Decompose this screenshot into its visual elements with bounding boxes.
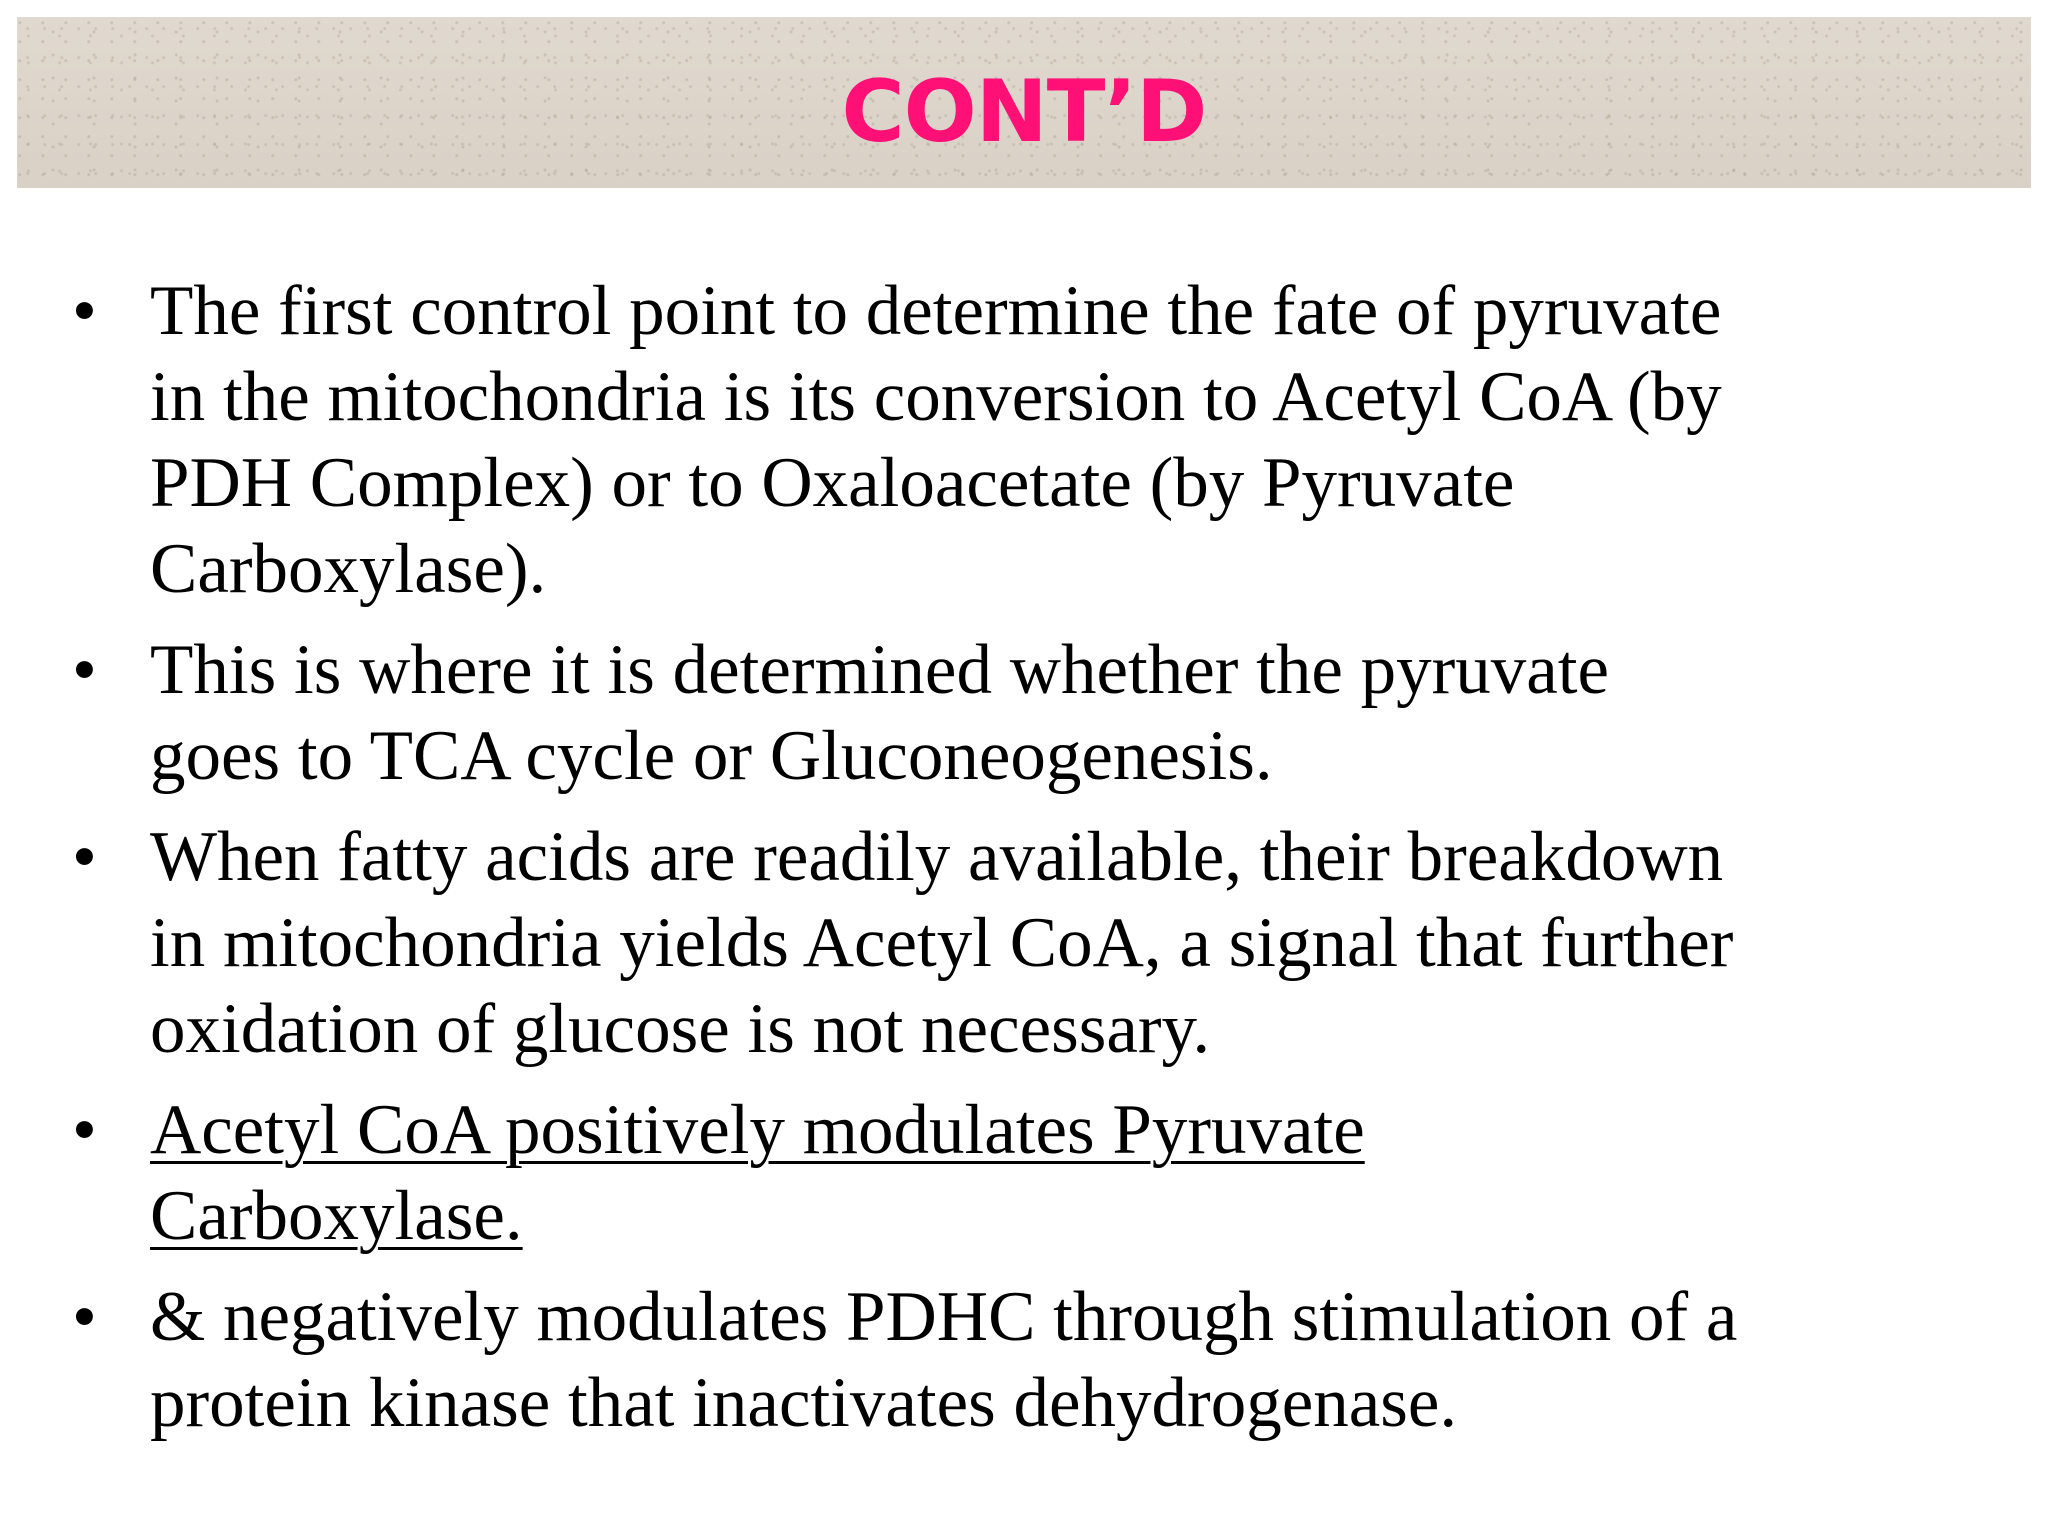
bullet-text: This is where it is determined whether the pyruvate goes to TCA cycle or Gluconeogenesis.: [150, 631, 1610, 795]
bullet-dot-icon: •: [72, 631, 97, 709]
bullet-item-4: [0, 1087, 2048, 1259]
title-banner: [17, 17, 2031, 188]
bullet-list: [0, 268, 2048, 1461]
bullet-text: When fatty acids are readily available, their breakdown in mitochondria yields Acetyl CoA, a signal that further oxidation of glucose is not necessary.: [150, 818, 1734, 1068]
bullet-text-underlined: Acetyl CoA positively modulates Pyruvate Carboxylase.: [150, 1091, 1365, 1255]
bullet-dot-icon: •: [72, 1278, 97, 1356]
bullet-item-1: [0, 268, 2048, 612]
bullet-item-5: [0, 1274, 2048, 1446]
bullet-dot-icon: •: [72, 1091, 97, 1169]
bullet-item-2: [0, 627, 2048, 799]
bullet-dot-icon: •: [72, 272, 97, 350]
bullet-text: The first control point to determine the fate of pyruvate in the mitochondria is its conversion to Acetyl CoA (by PDH Complex) or to Oxaloacetate (by Pyruvate Carboxylase).: [150, 272, 1722, 608]
bullet-item-3: [0, 814, 2048, 1072]
slide-title: CONT’D: [841, 62, 1207, 162]
bullet-text: & negatively modulates PDHC through stimulation of a protein kinase that inactivates dehydrogenase.: [150, 1278, 1738, 1442]
bullet-dot-icon: •: [72, 818, 97, 896]
